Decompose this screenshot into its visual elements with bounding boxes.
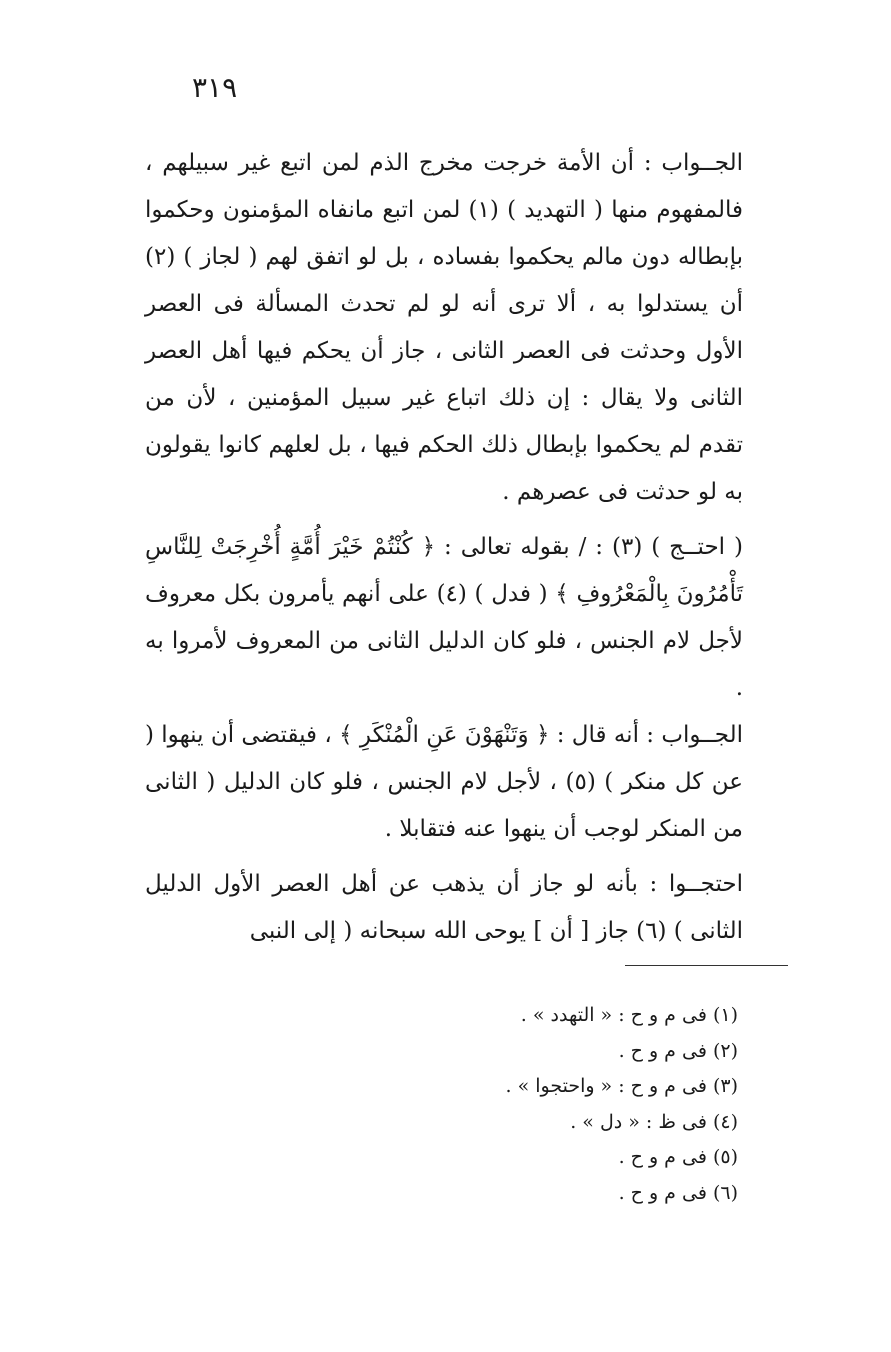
main-text xyxy=(145,140,791,955)
page-number: ٣١٩ xyxy=(192,71,238,104)
footnote: (٣) فى م و ح : « واحتجوا » . xyxy=(505,1075,738,1097)
paragraph: الجــواب : أنه قال : ﴿ وَتَنْهَوْنَ عَنِ الْمُنْكَرِ ﴾ ، فيقتضى أن ينهوا ( عن كل منكر ) (٥) ، لأجل لام الجنس ، فلو كان الدليل ( الثانى من المنكر لوجب أن ينهوا عنه فتقابلا . xyxy=(145,722,743,842)
footnote: (٢) فى م و ح . xyxy=(618,1039,738,1062)
paragraph: الجــواب : أن الأمة خرجت مخرج الذم لمن اتبع غير سبيلهم ، فالمفهوم منها ( التهديد ) (١) لمن اتبع مانفاه المؤمنون وحكموا بإبطاله دون مالم يحكموا بفساده ، بل لو اتفق لهم ( لجاز ) (٢) أن يستدلوا به ، ألا ترى أنه لو لم تحدث المسألة فى العصر الأول وحدثت فى العصر الثانى ، جاز أن يحكم فيها أهل العصر الثانى ولا يقال : إن ذلك اتباع غير سبيل المؤمنين ، لأن من تقدم لم يحكموا بإبطال ذلك الحكم فيها ، بل لعلهم كانوا يقولون به لو حدثت فى عصرهم . xyxy=(145,150,743,505)
footnote-separator xyxy=(625,965,788,966)
paragraph: احتجــوا : بأنه لو جاز أن يذهب عن أهل العصر الأول الدليل الثانى ) (٦) جاز [ أن ] يوحى الله سبحانه ( إلى النبى xyxy=(145,871,743,944)
footnote: (١) فى م و ح : « التهدد » . xyxy=(520,1004,738,1026)
paragraph: ( احتــج ) (٣) : / بقوله تعالى : ﴿ كُنْتُمْ خَيْرَ أُمَّةٍ أُخْرِجَتْ لِلنَّاسِ تَأْمُرُونَ بِالْمَعْرُوفِ ﴾ ( فدل ) (٤) على أنهم يأمرون بكل معروف لأجل لام الجنس ، فلو كان الدليل الثانى من المعروف لأمروا به . xyxy=(145,534,743,701)
footnote: (٥) فى م و ح . xyxy=(618,1146,738,1168)
footnote: (٤) فى ظ : « دل » . xyxy=(570,1110,738,1133)
footnotes xyxy=(360,998,738,1211)
footnote: (٦) فى م و ح . xyxy=(618,1181,738,1204)
